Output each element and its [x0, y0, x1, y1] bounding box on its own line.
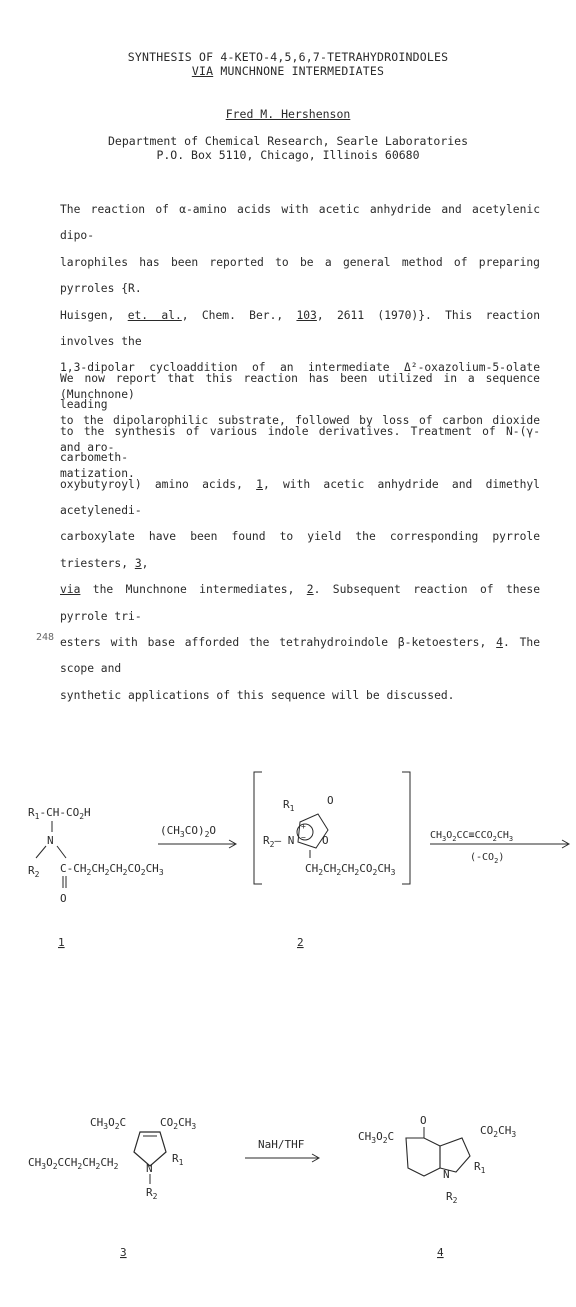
svg-text:CH2CH2CH2CO2CH3: $CH_2CH_2CH_2CO_2CH_3$	[305, 862, 396, 877]
reagent-2-top: $CH_3O_2CC\equiv CCO_2CH_3$	[430, 830, 514, 843]
p1-line: matization.	[60, 467, 135, 481]
svg-text:CH3O2CCH2CH2CH2: $CH_3O_2CCH_2CH_2CH_2$	[28, 1156, 119, 1171]
author-name: Fred M. Hershenson	[225, 107, 351, 121]
p1-line: 1,3-dipolar cycloaddition of an intermediate Δ²-oxazolium-5-olate (Munchnone)	[60, 361, 540, 401]
svg-text:O: O	[327, 794, 334, 807]
paragraph-2	[60, 366, 540, 709]
compound-1-structure	[28, 806, 164, 905]
p1-line: The reaction of α-amino acids with acetic anhydride and acetylenic dipo-	[60, 203, 540, 243]
page-number: 248	[36, 632, 55, 643]
svg-text:N: N	[146, 1162, 153, 1175]
svg-text:R1: $R_1$	[172, 1152, 184, 1167]
p2-line: carboxylate have been found to yield the corresponding pyrrole triesters, 3,	[60, 530, 540, 570]
compound-3-label: 3	[120, 1246, 127, 1259]
svg-text:CO2CH3: $CO_2CH_3$	[160, 1116, 197, 1131]
compound-4-label: 4	[437, 1246, 444, 1259]
svg-text:C-CH2CH2CH2CO2CH3: $C-CH_2CH_2CH_2CO_2CH_3$	[60, 862, 164, 877]
svg-text:CH3O2C: $CH_3O_2C$	[90, 1116, 127, 1131]
svg-text:O: O	[420, 1114, 427, 1127]
p2-line: synthetic applications of this sequence will be discussed.	[60, 688, 455, 702]
reagent-1: $(CH_3CO)_2O$	[160, 824, 217, 839]
compound-2-label: 2	[297, 936, 304, 949]
svg-text:R1: $R_1$	[474, 1160, 486, 1175]
reaction-scheme	[0, 760, 576, 1300]
affiliation-1: Department of Chemical Research, Searle Laboratories	[107, 134, 469, 148]
svg-text:R1-CH-CO2H: $R_1-CH-CO_2H$	[28, 806, 91, 821]
svg-text:R2: $R_2$	[446, 1190, 458, 1205]
compound-3-structure	[28, 1116, 196, 1201]
p2-line: to the synthesis of various indole derivatives. Treatment of N-(γ-carbometh-	[60, 424, 540, 465]
compound-2-structure	[254, 772, 410, 884]
p2-line: oxybutyroyl) amino acids, 1, with acetic anhydride and dimethyl acetylenedi-	[60, 477, 540, 518]
svg-text:O: O	[322, 834, 329, 847]
svg-text:R2: $R_2$	[146, 1186, 158, 1201]
svg-text:N: N	[47, 834, 54, 847]
title-line-2	[0, 64, 576, 78]
p2-line: esters with base afforded the tetrahydroindole β-ketoesters, 4. The scope and	[60, 636, 540, 676]
svg-text:CH3O2C: $CH_3O_2C$	[358, 1130, 395, 1145]
svg-text:R2: $R_2$	[28, 864, 40, 879]
title-rest: MUNCHNONE INTERMEDIATES	[213, 64, 385, 78]
reagent-2-bottom: $(-CO_2)$	[470, 852, 505, 865]
affiliation-2: P.O. Box 5110, Chicago, Illinois 60680	[156, 148, 420, 162]
compound-4-structure	[358, 1114, 516, 1205]
svg-text:CO2CH3: $CO_2CH_3$	[480, 1124, 517, 1139]
compound-1-label: 1	[58, 936, 65, 949]
p2-line: We now report that this reaction has been utilized in a sequence leading	[60, 372, 540, 412]
svg-text:O: O	[60, 892, 67, 905]
p2-line: via the Munchnone intermediates, 2. Subsequent reaction of these pyrrole tri-	[60, 583, 540, 623]
p1-line: larophiles has been reported to be a general method of preparing pyrroles {R.	[60, 255, 540, 296]
svg-text:+: +	[301, 822, 306, 831]
p1-line: Huisgen, et. al., Chem. Ber., 103, 2611 (1970)}. This reaction involves the	[60, 308, 541, 349]
svg-text:R2— N: $R_2—$ N	[263, 834, 295, 849]
title-line-1: SYNTHESIS OF 4-KETO-4,5,6,7-TETRAHYDROINDOLES	[127, 50, 449, 64]
reagent-3: NaH/THF	[258, 1138, 305, 1151]
svg-text:R1: $R_1$	[283, 798, 295, 813]
p1-line: to the dipolarophilic substrate, followed by loss of carbon dioxide and aro-	[60, 414, 540, 454]
svg-text:N: N	[443, 1168, 450, 1181]
svg-text:−: −	[301, 833, 306, 842]
author	[0, 107, 576, 121]
title-via: VIA	[191, 64, 214, 78]
